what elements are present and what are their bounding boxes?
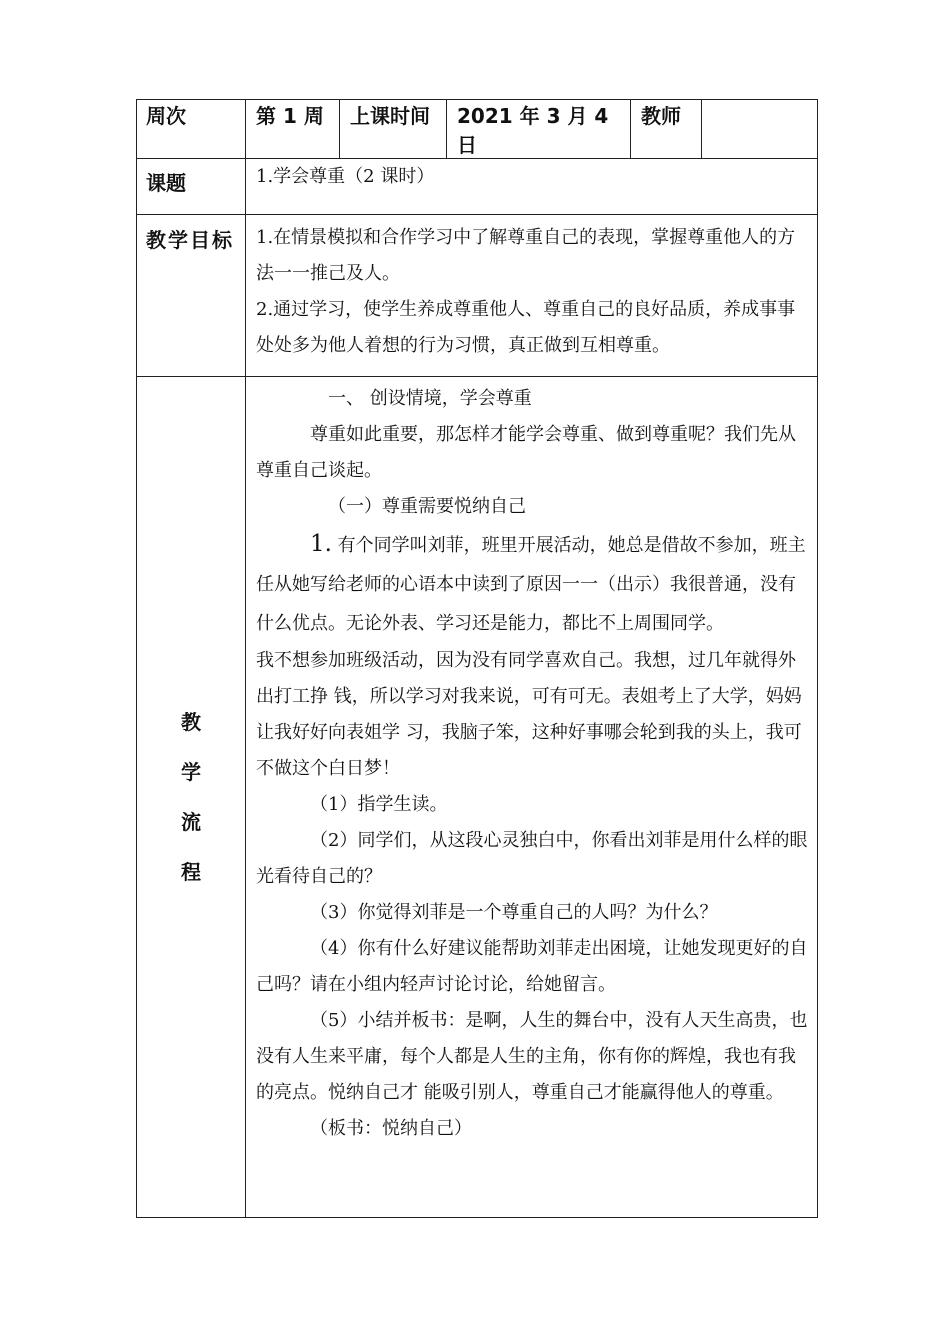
case-paragraph-2: 我不想参加班级活动，因为没有同学喜欢自己。我想，过几年就得外出打工挣 钱，所以学习对我来说，可有可无。表姐考上了大学，妈妈让我好好向表姐学 习，我脑子笨，这种好事哪会轮到我的头上，我可不做这个白日梦！: [256, 650, 802, 779]
lesson-plan-table: [136, 99, 818, 1218]
teacher-label: 教师: [631, 100, 702, 159]
week-value: 第 1 周: [246, 100, 340, 159]
goals-row: [137, 215, 818, 377]
topic-label: 课题: [137, 159, 246, 215]
question-2: （2）同学们，从这段心灵独白中，你看出刘菲是用什么样的眼光看待自己的？: [256, 830, 808, 887]
flow-label-char: 流: [181, 810, 201, 834]
teaching-flow-label: [137, 377, 246, 1218]
board-note: （板书：悦纳自己）: [310, 1118, 472, 1139]
subsection-title: （一）尊重需要悦纳自己: [328, 496, 526, 517]
topic-row: [137, 159, 818, 215]
intro-paragraph: 尊重如此重要，那怎样才能学会尊重、做到尊重呢？我们先从尊重自己谈起。: [256, 424, 796, 481]
class-time-label: 上课时间: [340, 100, 447, 159]
class-date-value: 2021 年 3 月 4 日: [447, 100, 631, 159]
case-number: 1.: [310, 531, 332, 557]
question-1: （1）指学生读。: [310, 794, 448, 815]
flow-label-char: 学: [181, 760, 201, 784]
teaching-flow-row: [137, 377, 818, 1218]
goal-item: 2.通过学习，使学生养成尊重他人、尊重自己的良好品质，养成事事处处多为他人着想的行为习惯，真正做到互相尊重。: [256, 299, 796, 356]
goal-item: 1.在情景模拟和合作学习中了解尊重自己的表现，掌握尊重他人的方法一一推己及人。: [256, 227, 796, 284]
goals-content: [246, 215, 818, 377]
flow-label-char: 教: [181, 710, 201, 734]
section-title: 一、 创设情境，学会尊重: [328, 388, 532, 409]
summary-paragraph: （5）小结并板书：是啊，人生的舞台中，没有人天生高贵，也没有人生来平庸，每个人都是人生的主角，你有你的辉煌，我也有我的亮点。悦纳自己才 能吸引别人，尊重自己才能赢得他人的尊重。: [256, 1010, 808, 1103]
question-4: （4）你有什么好建议能帮助刘菲走出困境，让她发现更好的自己吗？请在小组内轻声讨论讨论，给她留言。: [256, 938, 808, 995]
teacher-value: [702, 100, 818, 159]
week-label: 周次: [137, 100, 246, 159]
case-text: 有个同学叫刘菲，班里开展活动，她总是借故不参加，班主任从她写给老师的心语本中读到了原因一一（出示）我很普通，没有什么优点。无论外表、学习还是能力，都比不上周围同学。: [256, 535, 806, 634]
goals-label: 教学目标: [137, 215, 246, 377]
flow-label-char: 程: [181, 860, 201, 884]
topic-value: 1.学会尊重（2 课时）: [246, 159, 818, 215]
teaching-flow-content: [246, 377, 818, 1218]
question-3: （3）你觉得刘菲是一个尊重自己的人吗？为什么？: [310, 902, 718, 923]
header-row: [137, 100, 818, 159]
case-paragraph: [256, 525, 811, 643]
